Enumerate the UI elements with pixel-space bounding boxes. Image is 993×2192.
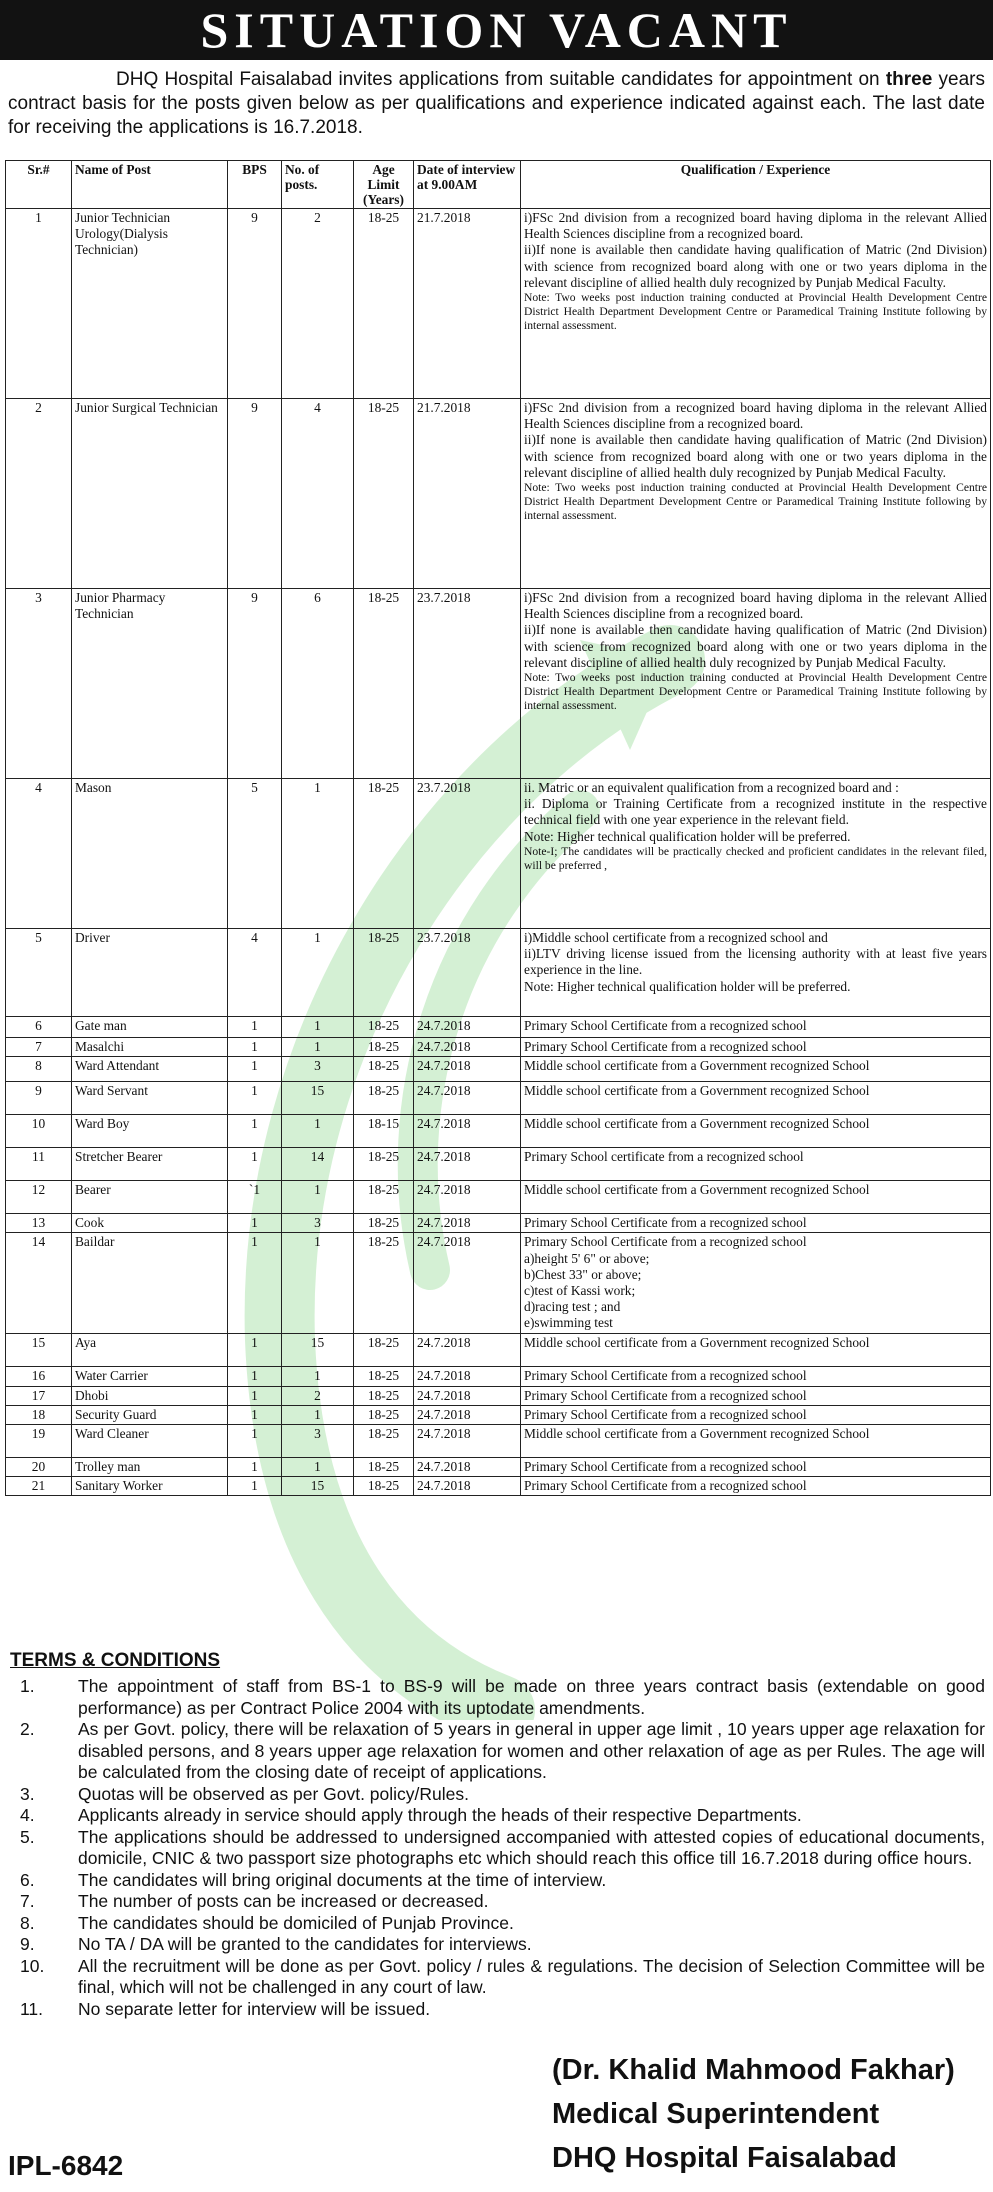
cell-age-limit: 18-25	[354, 1017, 414, 1038]
qualification-text: Middle school certificate from a Government recognized School	[524, 1116, 870, 1132]
qualification-text: Middle school certificate from a Government recognized School	[524, 1058, 870, 1074]
terms-item	[10, 1934, 985, 1956]
cell-bps: 1	[228, 1386, 282, 1405]
cell-bps: 1	[228, 1038, 282, 1057]
cell-bps: 1	[228, 1477, 282, 1496]
cell-bps: 9	[228, 399, 282, 589]
terms-item-text: The appointment of staff from BS-1 to BS-9 will be made on three years contract basis (extendable on good performance) as per Contract Police 2004 with its uptodate amendments.	[78, 1676, 985, 1718]
cell-post-name: Junior Technician Urology(Dialysis Technician)	[72, 209, 228, 399]
cell-age-limit: 18-25	[354, 1405, 414, 1424]
cell-posts-count: 15	[282, 1334, 354, 1367]
table-row	[6, 929, 991, 1017]
cell-post-name: Ward Servant	[72, 1082, 228, 1115]
header-sr: Sr.#	[6, 161, 72, 209]
cell-qualification	[521, 1038, 991, 1057]
terms-item-text: The candidates will bring original documents at the time of interview.	[78, 1869, 607, 1890]
table-row	[6, 1477, 991, 1496]
cell-interview-date: 24.7.2018	[414, 1057, 521, 1082]
cell-post-name: Driver	[72, 929, 228, 1017]
cell-bps: 9	[228, 209, 282, 399]
qualification-text: Primary School Certificate from a recognized school	[524, 1459, 807, 1475]
table-row	[6, 1214, 991, 1233]
cell-posts-count: 15	[282, 1082, 354, 1115]
cell-posts-count: 1	[282, 1181, 354, 1214]
qualification-text: Primary School Certificate from a recognized school	[524, 1368, 807, 1384]
cell-post-name: Water Carrier	[72, 1367, 228, 1386]
table-row	[6, 1082, 991, 1115]
qualification-text: Middle school certificate from a Government recognized School	[524, 1426, 870, 1442]
cell-qualification	[521, 589, 991, 779]
cell-sr: 10	[6, 1115, 72, 1148]
cell-bps: 1	[228, 1334, 282, 1367]
terms-item-text: The number of posts can be increased or decreased.	[78, 1891, 489, 1911]
cell-sr: 17	[6, 1386, 72, 1405]
cell-posts-count: 1	[282, 1405, 354, 1424]
cell-posts-count: 1	[282, 1367, 354, 1386]
table-row	[6, 1405, 991, 1424]
cell-posts-count: 3	[282, 1057, 354, 1082]
terms-item	[10, 1676, 985, 1719]
cell-age-limit: 18-25	[354, 1367, 414, 1386]
cell-bps: 1	[228, 1057, 282, 1082]
table-row	[6, 779, 991, 929]
cell-posts-count: 14	[282, 1148, 354, 1181]
cell-interview-date: 23.7.2018	[414, 779, 521, 929]
cell-post-name: Ward Attendant	[72, 1057, 228, 1082]
header-post-name: Name of Post	[72, 161, 228, 209]
qualification-note: Note: Two weeks post induction training conducted at Provincial Health Development Centre District Health Department Development Centre or Paramedical Training Institute following by internal assessment.	[524, 481, 987, 523]
cell-qualification	[521, 1233, 991, 1334]
header-interview-date: Date of interview at 9.00AM	[414, 161, 521, 209]
cell-qualification	[521, 1386, 991, 1405]
terms-item	[10, 1956, 985, 1999]
cell-posts-count: 1	[282, 929, 354, 1017]
cell-interview-date: 24.7.2018	[414, 1148, 521, 1181]
intro-text-start: DHQ Hospital Faisalabad invites applications from suitable candidates for appointment on	[116, 69, 886, 90]
cell-interview-date: 24.7.2018	[414, 1386, 521, 1405]
cell-interview-date: 24.7.2018	[414, 1017, 521, 1038]
cell-sr: 18	[6, 1405, 72, 1424]
cell-bps: 1	[228, 1405, 282, 1424]
cell-post-name: Security Guard	[72, 1405, 228, 1424]
cell-posts-count: 1	[282, 1017, 354, 1038]
cell-interview-date: 24.7.2018	[414, 1367, 521, 1386]
cell-post-name: Ward Cleaner	[72, 1425, 228, 1458]
qualification-text: i)FSc 2nd division from a recognized board having diploma in the relevant Allied Health Sciences discipline from a recognized board. ii)If none is available then candidate having qualification of Matric (2nd Division) with science from recognized board along with one or two years diploma in the relevant discipline of allied health duly recognized by Punjab Medical Faculty.	[524, 210, 987, 290]
cell-post-name: Trolley man	[72, 1458, 228, 1477]
table-row	[6, 1425, 991, 1458]
qualification-text: Primary School Certificate from a recognized school	[524, 1018, 807, 1033]
qualification-text: Primary School Certificate from a recognized school	[524, 1039, 807, 1054]
terms-item-number: 8.	[20, 1912, 35, 1933]
intro-bold-three: three	[885, 69, 933, 90]
qualification-text: Primary School Certificate from a recognized school a)height 5' 6" or above; b)Chest 33" or above; c)test of Kassi work; d)racing test ; and e)swimming test	[524, 1234, 807, 1331]
cell-age-limit: 18-25	[354, 779, 414, 929]
terms-item-text: The candidates should be domiciled of Punjab Province.	[78, 1912, 514, 1933]
cell-age-limit: 18-25	[354, 209, 414, 399]
cell-interview-date: 24.7.2018	[414, 1214, 521, 1233]
terms-item-text: All the recruitment will be done as per Govt. policy / rules & regulations. The decision of Selection Committee will be final, which will not be challenged in any court of law.	[78, 1955, 985, 1997]
cell-interview-date: 24.7.2018	[414, 1115, 521, 1148]
cell-age-limit: 18-25	[354, 1425, 414, 1458]
cell-sr: 12	[6, 1181, 72, 1214]
terms-item-number: 1.	[20, 1676, 35, 1696]
cell-interview-date: 24.7.2018	[414, 1334, 521, 1367]
cell-age-limit: 18-25	[354, 1458, 414, 1477]
cell-sr: 21	[6, 1477, 72, 1496]
qualification-text: Middle school certificate from a Government recognized School	[524, 1083, 870, 1099]
cell-posts-count: 2	[282, 1386, 354, 1405]
cell-qualification	[521, 1458, 991, 1477]
terms-item-number: 7.	[20, 1891, 35, 1911]
cell-qualification	[521, 1148, 991, 1181]
cell-interview-date: 23.7.2018	[414, 929, 521, 1017]
cell-posts-count: 4	[282, 399, 354, 589]
cell-age-limit: 18-25	[354, 1082, 414, 1115]
terms-item-number: 4.	[20, 1805, 35, 1825]
header-bps: BPS	[228, 161, 282, 209]
header-qualification: Qualification / Experience	[521, 161, 991, 209]
cell-sr: 4	[6, 779, 72, 929]
cell-qualification	[521, 1425, 991, 1458]
intro-text-end: years contract basis for the posts given below as per qualifications and experience indicated against each. The last date for receiving the applications is 16.7.2018.	[8, 69, 985, 138]
cell-posts-count: 2	[282, 209, 354, 399]
cell-interview-date: 24.7.2018	[414, 1181, 521, 1214]
cell-post-name: Aya	[72, 1334, 228, 1367]
cell-qualification	[521, 399, 991, 589]
cell-bps: `1	[228, 1181, 282, 1214]
terms-item	[10, 1827, 985, 1870]
cell-interview-date: 24.7.2018	[414, 1477, 521, 1496]
cell-sr: 14	[6, 1233, 72, 1334]
cell-bps: 5	[228, 779, 282, 929]
cell-sr: 16	[6, 1367, 72, 1386]
table-row	[6, 1458, 991, 1477]
cell-age-limit: 18-25	[354, 1148, 414, 1181]
ad-reference: IPL-6842	[8, 2150, 124, 2181]
cell-age-limit: 18-25	[354, 1214, 414, 1233]
qualification-text: Primary School Certificate from a recognized school	[524, 1406, 807, 1422]
cell-sr: 9	[6, 1082, 72, 1115]
cell-bps: 1	[228, 1367, 282, 1386]
terms-item	[10, 1891, 985, 1913]
terms-item	[10, 1805, 985, 1827]
cell-bps: 1	[228, 1233, 282, 1334]
cell-interview-date: 21.7.2018	[414, 209, 521, 399]
cell-sr: 19	[6, 1425, 72, 1458]
terms-item-number: 2.	[20, 1719, 35, 1739]
cell-bps: 4	[228, 929, 282, 1017]
cell-interview-date: 24.7.2018	[414, 1458, 521, 1477]
cell-sr: 13	[6, 1214, 72, 1233]
cell-age-limit: 18-25	[354, 1038, 414, 1057]
cell-qualification	[521, 1181, 991, 1214]
cell-post-name: Ward Boy	[72, 1115, 228, 1148]
cell-sr: 5	[6, 929, 72, 1017]
terms-item-text: No separate letter for interview will be issued.	[78, 1998, 431, 2019]
table-body	[6, 209, 991, 1496]
cell-posts-count: 15	[282, 1477, 354, 1496]
cell-bps: 1	[228, 1425, 282, 1458]
qualification-note: Note: Two weeks post induction training conducted at Provincial Health Development Centre District Health Department Development Centre or Paramedical Training Institute following by internal assessment.	[524, 671, 987, 713]
cell-posts-count: 1	[282, 1038, 354, 1057]
terms-item-number: 10.	[20, 1955, 45, 1976]
cell-sr: 3	[6, 589, 72, 779]
cell-age-limit: 18-25	[354, 1386, 414, 1405]
cell-sr: 8	[6, 1057, 72, 1082]
table-row	[6, 1367, 991, 1386]
terms-item-text: Quotas will be observed as per Govt. policy/Rules.	[78, 1783, 470, 1804]
table-row	[6, 1017, 991, 1038]
terms-item-text: The applications should be addressed to undersigned accompanied with attested copies of educational documents, domicile, CNIC & two passport size photographs etc which should reach this office till 16.7.2018 during office hours.	[78, 1826, 985, 1868]
table-row	[6, 1386, 991, 1405]
cell-bps: 1	[228, 1458, 282, 1477]
cell-posts-count: 6	[282, 589, 354, 779]
cell-qualification	[521, 1057, 991, 1082]
terms-item	[10, 1999, 985, 2021]
cell-post-name: Stretcher Bearer	[72, 1148, 228, 1181]
cell-bps: 1	[228, 1148, 282, 1181]
cell-sr: 7	[6, 1038, 72, 1057]
cell-post-name: Bearer	[72, 1181, 228, 1214]
cell-posts-count: 1	[282, 1458, 354, 1477]
table-row	[6, 1181, 991, 1214]
terms-item	[10, 1913, 985, 1935]
posts-table	[5, 160, 991, 1496]
cell-bps: 9	[228, 589, 282, 779]
cell-qualification	[521, 1367, 991, 1386]
cell-sr: 15	[6, 1334, 72, 1367]
table-row	[6, 1233, 991, 1334]
table-row	[6, 1334, 991, 1367]
cell-qualification	[521, 1477, 991, 1496]
cell-sr: 11	[6, 1148, 72, 1181]
cell-bps: 1	[228, 1082, 282, 1115]
cell-qualification	[521, 1405, 991, 1424]
qualification-note: Note-I; The candidates will be practically checked and proficient candidates in the relevant filed, will be preferred ,	[524, 844, 987, 872]
cell-age-limit: 18-25	[354, 1477, 414, 1496]
cell-qualification	[521, 1115, 991, 1148]
terms-item-number: 3.	[20, 1783, 35, 1804]
cell-age-limit: 18-25	[354, 1181, 414, 1214]
qualification-text: Middle school certificate from a Government recognized School	[524, 1335, 870, 1351]
cell-age-limit: 18-25	[354, 1334, 414, 1367]
terms-item-number: 9.	[20, 1934, 35, 1954]
cell-age-limit: 18-15	[354, 1115, 414, 1148]
terms-item	[10, 1719, 985, 1784]
signature-block	[552, 2048, 955, 2180]
ad-title: SITUATION VACANT	[0, 0, 993, 60]
signatory-designation: Medical Superintendent	[552, 2098, 880, 2130]
cell-interview-date: 24.7.2018	[414, 1233, 521, 1334]
terms-item-text: As per Govt. policy, there will be relaxation of 5 years in general in upper age limit , 10 years upper age relaxation for disabled persons, and 8 years upper age relaxation for women and other relaxation of age as per Rules. The age will be calculated from the closing date of receipt of applications.	[78, 1719, 985, 1782]
terms-list	[10, 1676, 985, 2020]
header-age-limit: Age Limit (Years)	[354, 161, 414, 209]
cell-bps: 1	[228, 1017, 282, 1038]
table-row	[6, 399, 991, 589]
terms-heading: TERMS & CONDITIONS	[10, 1650, 221, 1671]
cell-posts-count: 1	[282, 779, 354, 929]
cell-interview-date: 24.7.2018	[414, 1038, 521, 1057]
qualification-note: Note: Two weeks post induction training conducted at Provincial Health Development Centre District Health Department Development Centre or Paramedical Training Institute following by internal assessment.	[524, 291, 987, 333]
cell-post-name: Sanitary Worker	[72, 1477, 228, 1496]
terms-item-number: 6.	[20, 1869, 35, 1890]
header-posts-count: No. of posts.	[282, 161, 354, 209]
cell-bps: 1	[228, 1115, 282, 1148]
cell-bps: 1	[228, 1214, 282, 1233]
cell-interview-date: 23.7.2018	[414, 589, 521, 779]
cell-qualification	[521, 779, 991, 929]
qualification-text: i)FSc 2nd division from a recognized board having diploma in the relevant Allied Health Sciences discipline from a recognized board. ii)If none is available then candidate having qualification of Matric (2nd Division) with science from recognized board along with one or two years diploma in the relevant discipline of allied health duly recognized by Punjab Medical Faculty.	[524, 590, 987, 670]
cell-age-limit: 18-25	[354, 1233, 414, 1334]
cell-interview-date: 21.7.2018	[414, 399, 521, 589]
terms-item	[10, 1784, 985, 1806]
qualification-text: i)Middle school certificate from a recognized school and ii)LTV driving license issued from the licensing authority with at least five years experience in the line. Note: Higher technical qualification holder will be preferred.	[524, 930, 987, 994]
signatory-name: (Dr. Khalid Mahmood Fakhar)	[552, 2054, 955, 2086]
terms-item-number: 5.	[20, 1826, 35, 1847]
table-row	[6, 589, 991, 779]
cell-post-name: Dhobi	[72, 1386, 228, 1405]
cell-qualification	[521, 1214, 991, 1233]
cell-post-name: Mason	[72, 779, 228, 929]
terms-item-text: Applicants already in service should apply through the heads of their respective Departments.	[78, 1805, 802, 1825]
cell-sr: 6	[6, 1017, 72, 1038]
cell-qualification	[521, 209, 991, 399]
qualification-text: Primary School Certificate from a recognized school	[524, 1387, 807, 1403]
cell-age-limit: 18-25	[354, 929, 414, 1017]
cell-sr: 1	[6, 209, 72, 399]
qualification-text: Primary School Certificate from a recognized school	[524, 1478, 807, 1494]
cell-age-limit: 18-25	[354, 589, 414, 779]
cell-posts-count: 3	[282, 1214, 354, 1233]
cell-sr: 2	[6, 399, 72, 589]
cell-age-limit: 18-25	[354, 399, 414, 589]
table-row	[6, 209, 991, 399]
qualification-text: ii. Matric or an equivalent qualification from a recognized board and : ii. Diploma or Training Certificate from a recognized institute in the respective technical field with one year experience in the relevant field. Note: Higher technical qualification holder will be preferred.	[524, 780, 987, 844]
cell-post-name: Baildar	[72, 1233, 228, 1334]
cell-posts-count: 1	[282, 1233, 354, 1334]
cell-interview-date: 24.7.2018	[414, 1425, 521, 1458]
cell-posts-count: 3	[282, 1425, 354, 1458]
table-row	[6, 1038, 991, 1057]
intro-paragraph	[8, 68, 985, 140]
table-row	[6, 1057, 991, 1082]
qualification-text: i)FSc 2nd division from a recognized board having diploma in the relevant Allied Health Sciences discipline from a recognized board. ii)If none is available then candidate having qualification of Matric (2nd Division) with science from recognized board along with one or two years diploma in the relevant discipline of allied health duly recognized by Punjab Medical Faculty.	[524, 400, 987, 480]
cell-posts-count: 1	[282, 1115, 354, 1148]
cell-age-limit: 18-25	[354, 1057, 414, 1082]
terms-item-number: 11.	[20, 1998, 44, 2019]
table-row	[6, 1115, 991, 1148]
cell-post-name: Masalchi	[72, 1038, 228, 1057]
qualification-text: Middle school certificate from a Government recognized School	[524, 1182, 870, 1198]
cell-post-name: Junior Pharmacy Technician	[72, 589, 228, 779]
table-row	[6, 1148, 991, 1181]
cell-qualification	[521, 1334, 991, 1367]
signatory-office: DHQ Hospital Faisalabad	[552, 2142, 897, 2174]
table-header-row	[6, 161, 991, 209]
cell-interview-date: 24.7.2018	[414, 1082, 521, 1115]
terms-item	[10, 1870, 985, 1892]
cell-sr: 20	[6, 1458, 72, 1477]
cell-qualification	[521, 1017, 991, 1038]
cell-post-name: Junior Surgical Technician	[72, 399, 228, 589]
qualification-text: Primary School certificate from a recognized school	[524, 1149, 804, 1165]
cell-interview-date: 24.7.2018	[414, 1405, 521, 1424]
cell-qualification	[521, 1082, 991, 1115]
cell-qualification	[521, 929, 991, 1017]
qualification-text: Primary School Certificate from a recognized school	[524, 1215, 807, 1231]
cell-post-name: Gate man	[72, 1017, 228, 1038]
cell-post-name: Cook	[72, 1214, 228, 1233]
terms-item-text: No TA / DA will be granted to the candidates for interviews.	[78, 1934, 532, 1954]
